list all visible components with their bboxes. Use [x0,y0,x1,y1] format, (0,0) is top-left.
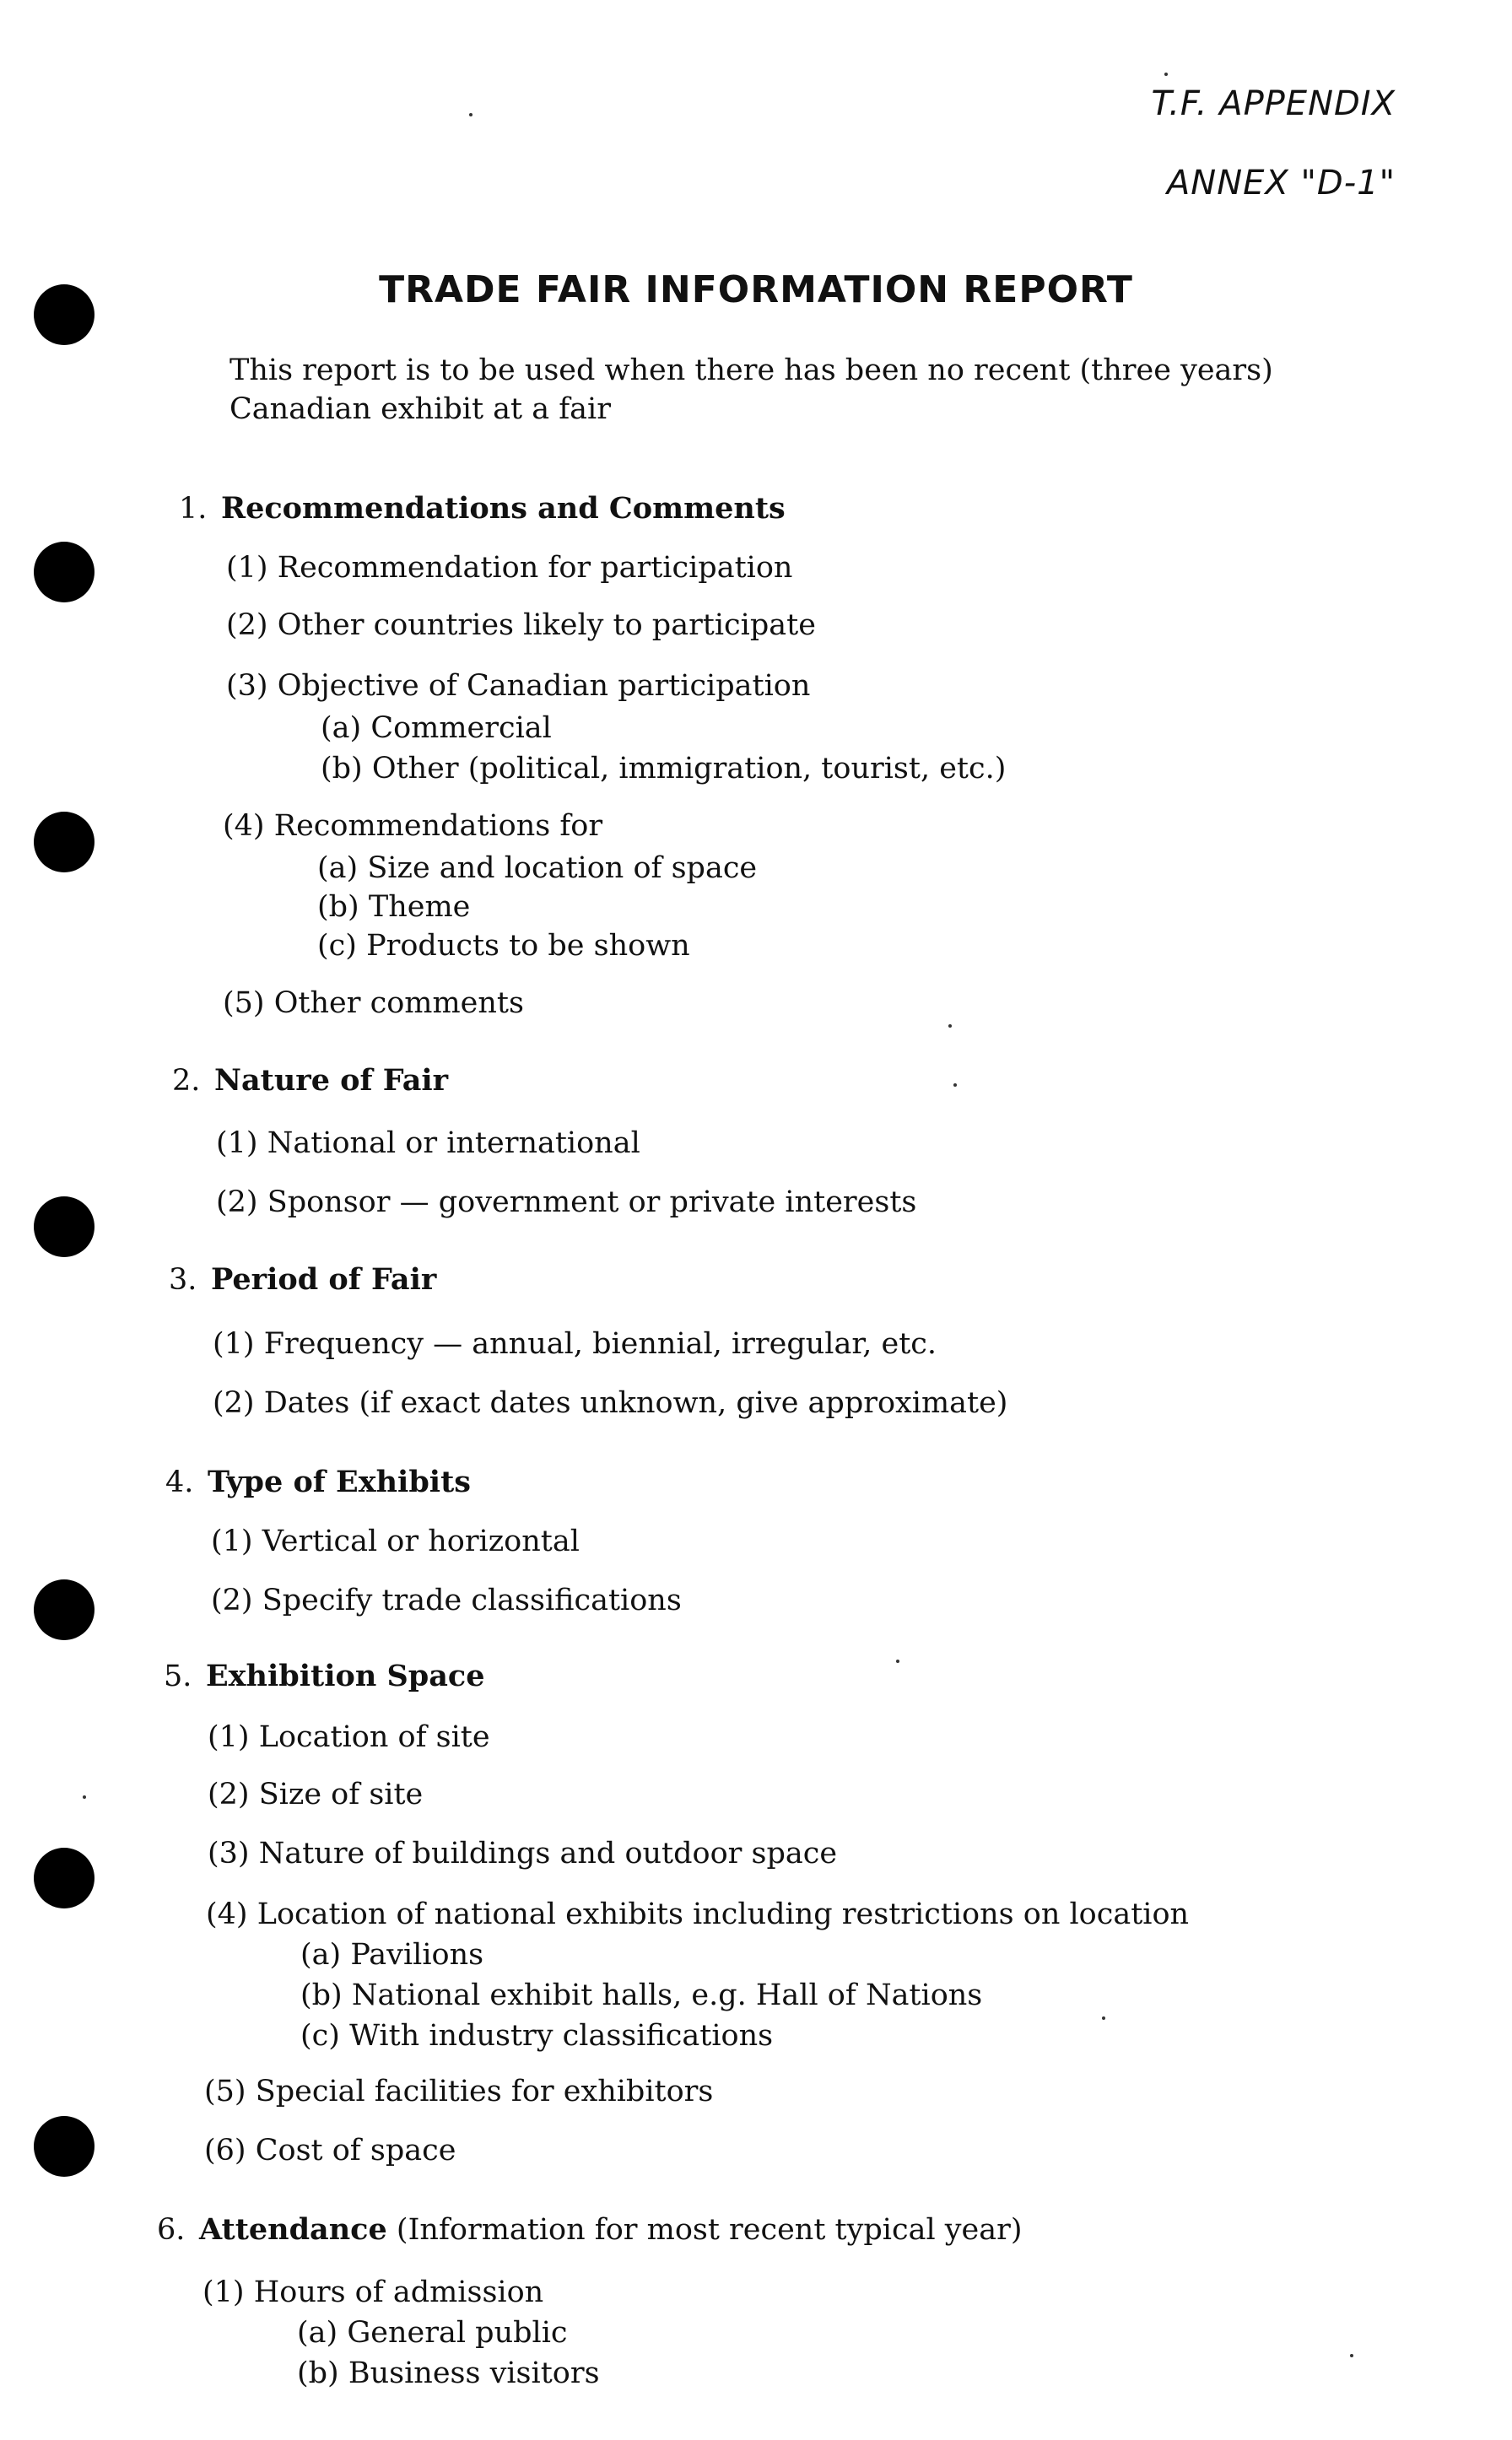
list-item [208,1834,837,1873]
item-text: Size of site [258,1778,424,1811]
sub-item [297,2354,600,2393]
list-item [216,1124,640,1163]
list-item [226,606,816,645]
sub-item [317,849,757,888]
item-number: (1) [226,551,268,585]
item-text: Special facilities for exhibitors [255,2075,714,2108]
section-heading [157,2211,1023,2249]
section-number: 4. [165,1466,194,1499]
item-text: Sponsor — government or private interests [267,1185,917,1219]
item-number: (1) [211,1525,253,1558]
item-number: (2) [216,1185,258,1219]
section-heading [164,1657,485,1696]
sub-item-text: With industry classifications [349,2019,774,2053]
item-text: Recommendation for participation [277,551,793,585]
item-text: Location of site [258,1720,490,1754]
list-item [213,1384,1007,1422]
item-text: Frequency — annual, biennial, irregular, etc. [263,1327,937,1361]
item-number: (3) [208,1837,250,1870]
sub-item [297,2313,568,2352]
section-label: Nature of Fair [214,1063,449,1098]
item-number: (2) [226,608,268,642]
section-heading [165,1463,471,1502]
section-label: Type of Exhibits [208,1465,471,1499]
item-number: (1) [213,1327,255,1361]
sub-item-text: Commercial [370,711,552,745]
item-number: (2) [213,1386,255,1420]
sub-item [321,749,1006,788]
punch-hole [34,2116,94,2177]
list-item [213,1325,937,1363]
list-item [204,2072,713,2111]
section-label: Recommendations and Comments [221,491,786,526]
item-text: Specify trade classifications [262,1584,682,1617]
scan-speck [953,1083,957,1087]
list-item [204,2131,456,2170]
section-number: 5. [164,1660,192,1693]
section-number: 1. [179,492,208,526]
item-text: National or international [267,1126,640,1160]
item-number: (6) [204,2134,246,2167]
list-item [206,1895,1189,1934]
list-item [223,984,524,1023]
intro-paragraph [230,351,1411,429]
sub-item-letter: (c) [300,2019,340,2053]
item-number: (1) [202,2275,245,2309]
sub-item-text: General public [347,2316,568,2350]
section-heading [179,489,786,528]
section-number: 3. [169,1263,197,1297]
sub-item-letter: (a) [317,851,359,885]
sub-item-letter: (b) [321,752,363,785]
appendix-label: T.F. APPENDIX [1151,84,1396,123]
item-text: Nature of buildings and outdoor space [258,1837,838,1870]
item-number: (5) [223,986,265,1020]
item-text: Location of national exhibits including restrictions on location [256,1897,1190,1931]
list-item [211,1581,682,1620]
punch-hole [34,1579,94,1640]
item-text: Other countries likely to participate [277,608,816,642]
scan-speck [83,1795,86,1799]
sub-item [321,709,552,748]
sub-item-text: National exhibit halls, e.g. Hall of Nations [351,1978,983,2012]
list-item [202,2273,543,2312]
intro-line: Canadian exhibit at a fair [230,392,611,426]
item-number: (2) [208,1778,250,1811]
sub-item-letter: (c) [317,929,357,963]
punch-hole [34,812,94,872]
scan-speck [1164,73,1168,76]
sub-item-letter: (b) [317,890,359,924]
sub-item [300,2016,773,2055]
report-title: TRADE FAIR INFORMATION REPORT [379,268,1133,311]
sub-item-text: Business visitors [348,2356,600,2390]
item-number: (2) [211,1584,253,1617]
item-number: (4) [206,1897,248,1931]
sub-item-letter: (b) [297,2356,339,2390]
scan-speck [896,1660,899,1663]
item-text: Recommendations for [273,809,603,843]
sub-item-letter: (a) [300,1938,342,1972]
list-item [208,1718,490,1757]
item-number: (1) [216,1126,258,1160]
sub-item-text: Products to be shown [366,929,690,963]
annex-label: ANNEX "D-1" [1166,164,1396,202]
sub-item-letter: (a) [321,711,362,745]
punch-hole [34,1848,94,1908]
scan-speck [1102,2016,1105,2020]
scan-speck [469,113,472,116]
section-heading [172,1061,448,1100]
scan-speck [1350,2354,1353,2357]
sub-item-text: Theme [368,890,471,924]
scan-speck [948,1024,952,1028]
section-label-note: (Information for most recent typical year) [396,2213,1023,2247]
item-text: Hours of admission [253,2275,544,2309]
sub-item-letter: (a) [297,2316,338,2350]
item-number: (1) [208,1720,250,1754]
sub-item-text: Size and location of space [367,851,758,885]
item-number: (5) [204,2075,246,2108]
section-number: 6. [157,2213,186,2247]
intro-line: This report is to be used when there has been no recent (three years) [230,354,1273,387]
section-heading [169,1260,436,1299]
list-item [208,1775,423,1814]
list-item [226,667,810,705]
sub-item [317,926,690,965]
punch-hole [34,1196,94,1257]
punch-hole [34,542,94,602]
item-number: (4) [223,809,265,843]
item-text: Cost of space [255,2134,456,2167]
item-text: Objective of Canadian participation [277,669,811,703]
sub-item [317,888,470,926]
sub-item-text: Pavilions [350,1938,484,1972]
list-item [216,1183,916,1222]
list-item [226,548,792,587]
item-text: Dates (if exact dates unknown, give approximate) [263,1386,1008,1420]
sub-item [300,1935,483,1974]
item-text: Vertical or horizontal [262,1525,580,1558]
list-item [211,1522,580,1561]
section-label: Period of Fair [211,1262,437,1297]
section-label: Attendance [199,2212,387,2247]
section-number: 2. [172,1064,201,1098]
item-number: (3) [226,669,268,703]
section-label: Exhibition Space [206,1659,485,1693]
sub-item-letter: (b) [300,1978,343,2012]
sub-item [300,1976,982,2015]
item-text: Other comments [273,986,524,1020]
list-item [223,807,602,845]
sub-item-text: Other (political, immigration, tourist, etc.) [371,752,1007,785]
